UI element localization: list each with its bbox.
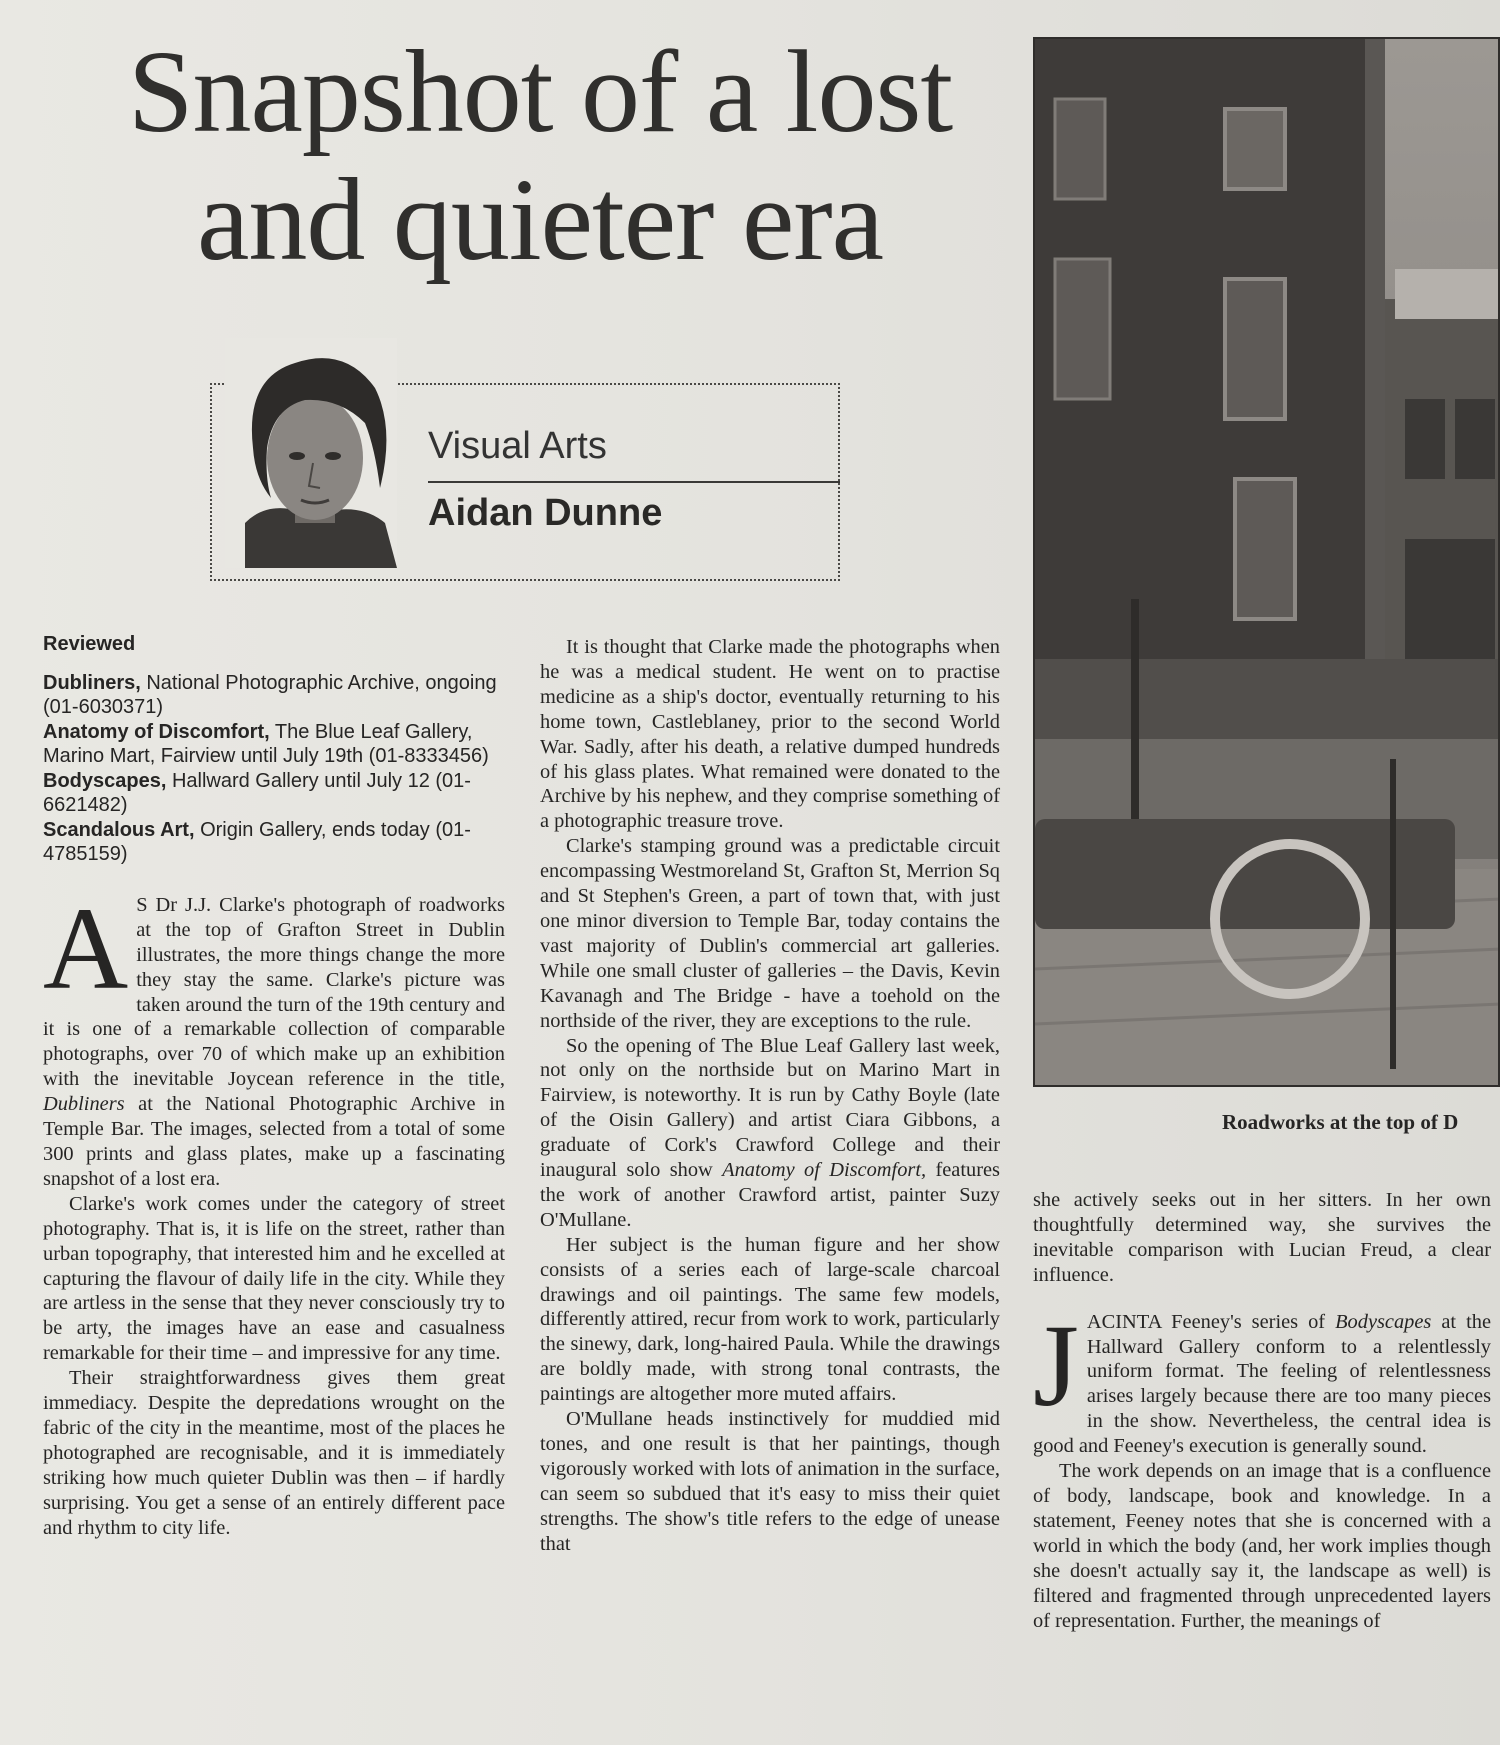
street-photograph [1033, 37, 1500, 1087]
body-paragraph: Their straightforwardness gives them great immediacy. Despite the depredations wrought on the fabric of the city in the meantime, most of the places he photographed are recognisable, and it is immediately striking how much quieter Dublin was then – if hardly surprising. You get a sense of an entirely different pace and rhythm to city life. [43, 1367, 505, 1539]
author-portrait [225, 338, 397, 568]
reviewed-heading: Reviewed [43, 633, 136, 655]
photo-caption: Roadworks at the top of D [1222, 1110, 1459, 1134]
drop-cap: A [43, 882, 129, 1014]
column-2 [540, 635, 1000, 1557]
reviewed-item: Dubliners, National Photographic Archive, ongoing (01-6030371) [43, 671, 497, 719]
body-paragraph: It is thought that Clarke made the photographs when he was a medical student. He went on to practise medicine as a ship's doctor, eventually returning to his home town, Castleblaney, prior to the second World War. Sadly, after his death, a relative dumped hundreds of his glass plates. What remained were donated to the Archive by his nephew, and they comprise something of a photographic treasure trove. [540, 636, 1000, 833]
section-label: Visual Arts [428, 425, 607, 467]
reviewed-list [43, 671, 505, 867]
body-paragraph: O'Mullane heads instinctively for muddied mid tones, and one result is that her paintings, though vigorously worked with lots of animation in the surface, can seem so subdued that it's easy to miss their quiet strengths. The show's title refers to the edge of unease that [540, 1408, 1000, 1555]
author-name: Aidan Dunne [428, 492, 663, 534]
column-1 [43, 632, 505, 1540]
body-paragraph: JACINTA Feeney's series of Bodyscapes at the Hallward Gallery conform to a relentlessly uniform format. The feeling of relentlessness arises largely because there are too many pieces in the show. Nevertheless, the central idea is good and Feeney's execution is generally sound. [1033, 1299, 1491, 1458]
drop-cap: J [1033, 1299, 1079, 1431]
headline-line-1: Snapshot of a lost [127, 26, 953, 157]
reviewed-item: Bodyscapes, Hallward Gallery until July 12 (01-6621482) [43, 769, 471, 817]
column-3 [1033, 1188, 1491, 1633]
byline-divider [428, 481, 840, 483]
body-paragraph: A S Dr J.J. Clarke's photograph of roadworks at the top of Grafton Street in Dublin illustrates, the more things change the more they stay the same. Clarke's picture was taken around the turn of the 19th century and it is one of a remarkable collection of comparable photographs, over 70 of which make up an exhibition with the inevitable Joycean reference in the title, Dubliners at the National Photographic Archive in Temple Bar. The images, selected from a total of some 300 prints and glass plates, make up a fascinating snapshot of a lost era. [43, 882, 505, 1190]
headline-line-2: and quieter era [196, 154, 884, 285]
body-paragraph: Clarke's stamping ground was a predictable circuit encompassing Westmoreland St, Grafton St, Merrion Sq and St Stephen's Green, a part of town that, with just one minor diversion to Temple Bar, today contains the vast majority of Dublin's commercial art galleries. While one small cluster of galleries – the Davis, Kevin Kavanagh and The Bridge - have a toehold on the northside of the river, they are exceptions to the rule. [540, 835, 1000, 1032]
headline [60, 28, 1020, 284]
reviewed-item: Scandalous Art, Origin Gallery, ends today (01-4785159) [43, 818, 471, 866]
body-paragraph: So the opening of The Blue Leaf Gallery last week, not only on the northside but on Marino Mart in Fairview, is noteworthy. It is run by Cathy Boyle (late of the Oisin Gallery) and artist Ciara Gibbons, a graduate of Cork's Crawford College and their inaugural solo show Anatomy of Discomfort, features the work of another Crawford artist, painter Suzy O'Mullane. [540, 1034, 1000, 1231]
body-paragraph: Clarke's work comes under the category of street photography. That is, it is life on the street, rather than urban topography, that interested him and he excelled at capturing the flavour of daily life in the city. While they are artless in the sense that they never consciously try to be arty, the images have an ease and casualness remarkable for their time – and impressive for any time. [43, 1192, 505, 1365]
body-paragraph: she actively seeks out in her sitters. In her own thoughtfully determined way, she survives the inevitable comparison with Lucian Freud, a clear influence. [1033, 1189, 1491, 1286]
reviewed-item: Anatomy of Discomfort, The Blue Leaf Gallery, Marino Mart, Fairview until July 19th (01-8333456) [43, 720, 489, 768]
body-paragraph: Her subject is the human figure and her show consists of a series each of large-scale charcoal drawings and oil paintings. The same few models, differently attired, recur from work to work, particularly the sinewy, dark, long-haired Paula. While the drawings are boldly made, with strong tonal contrasts, the paintings are altogether more muted affairs. [540, 1233, 1000, 1406]
body-paragraph: The work depends on an image that is a confluence of body, landscape, book and knowledge. In a statement, Feeney notes that she is concerned with a world in which the body (and, her work implies though she doesn't actually say it, the landscape as well) is filtered and fragmented through unprecedented layers of representation. Further, the meanings of [1033, 1460, 1491, 1632]
